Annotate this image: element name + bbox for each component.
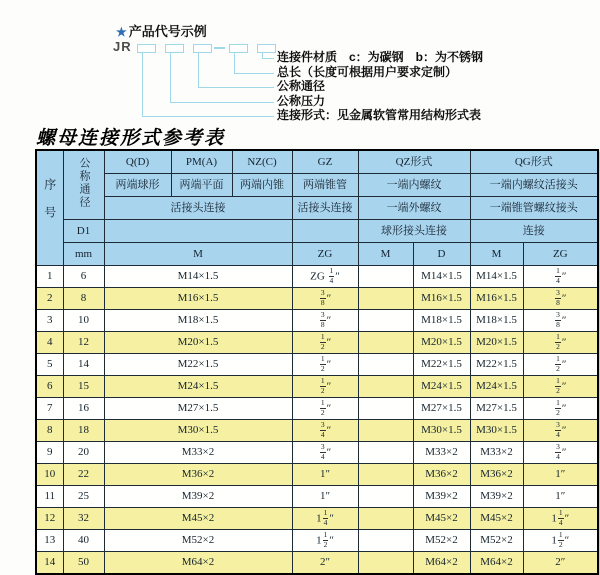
header-mm: mm xyxy=(63,243,104,266)
header-m: M xyxy=(104,243,292,266)
cell-qz-d: M33×2 xyxy=(413,442,470,464)
cell-qz-d: M20×1.5 xyxy=(413,332,470,354)
cell-qg-m: M36×2 xyxy=(470,464,523,486)
cell-qz-m xyxy=(358,266,413,288)
cell-seq: 1 xyxy=(36,266,63,288)
cell-dn-mm: 25 xyxy=(63,486,104,508)
cell-qz-m xyxy=(358,332,413,354)
header-q: Q(D) xyxy=(104,150,171,174)
cell-qg-m: M27×1.5 xyxy=(470,398,523,420)
header-qz-m: M xyxy=(358,243,413,266)
cell-m-thread: M64×2 xyxy=(104,552,292,575)
cell-zg: $\frac{3}{8}$ ″ xyxy=(292,310,358,332)
header-dn: 公称通径 xyxy=(63,150,104,220)
cell-qz-d: M24×1.5 xyxy=(413,376,470,398)
cell-dn-mm: 6 xyxy=(63,266,104,288)
table-row xyxy=(36,464,598,486)
cell-dn-mm: 22 xyxy=(63,464,104,486)
cell-m-thread: M18×1.5 xyxy=(104,310,292,332)
cell-qg-m: M16×1.5 xyxy=(470,288,523,310)
cell-qz-d: M64×2 xyxy=(413,552,470,575)
cell-qg-zg: $\frac{1}{2}$ ″ xyxy=(523,398,598,420)
cell-qz-m xyxy=(358,354,413,376)
cell-seq: 7 xyxy=(36,398,63,420)
cell-seq: 3 xyxy=(36,310,63,332)
header-blank-m xyxy=(104,220,292,243)
cell-qz-m xyxy=(358,420,413,442)
cell-qg-zg: 2″ xyxy=(523,552,598,575)
product-code-prefix: JR xyxy=(113,39,132,54)
header-qg-conn: 连接 xyxy=(470,220,598,243)
cell-qg-zg: 1″ xyxy=(523,486,598,508)
cell-qz-d: M39×2 xyxy=(413,486,470,508)
table-row xyxy=(36,398,598,420)
header-row-4 xyxy=(36,220,598,243)
cell-dn-mm: 8 xyxy=(63,288,104,310)
cell-qg-zg: $\frac{3}{8}$ ″ xyxy=(523,310,598,332)
diagram-label-form: 连接形式：见金属软管常用结构形式表 xyxy=(277,108,482,122)
diagram-title xyxy=(116,21,207,40)
cell-m-thread: M14×1.5 xyxy=(104,266,292,288)
table-row xyxy=(36,332,598,354)
cell-qg-zg: $\frac{1}{4}$ ″ xyxy=(523,266,598,288)
header-gz: GZ xyxy=(292,150,358,174)
cell-dn-mm: 12 xyxy=(63,332,104,354)
header-qz-d: D xyxy=(413,243,470,266)
cell-qz-m xyxy=(358,376,413,398)
fraction: $\frac{1}{4}$ xyxy=(323,508,328,527)
cell-qz-d: M45×2 xyxy=(413,508,470,530)
cell-qg-m: M14×1.5 xyxy=(470,266,523,288)
cell-qz-d: M18×1.5 xyxy=(413,310,470,332)
cell-m-thread: M30×1.5 xyxy=(104,420,292,442)
cell-m-thread: M39×2 xyxy=(104,486,292,508)
cell-zg: $\frac{1}{2}$ ″ xyxy=(292,354,358,376)
table-row xyxy=(36,376,598,398)
cell-qg-m: M45×2 xyxy=(470,508,523,530)
cell-qg-m: M39×2 xyxy=(470,486,523,508)
diagram-label-pressure: 公称压力 xyxy=(277,93,326,108)
fraction: $\frac{1}{4}$ xyxy=(558,508,563,527)
header-qg-desc1: 一端内螺纹活接头 xyxy=(470,174,598,197)
nut-connection-reference-table xyxy=(35,149,599,575)
cell-qg-m: M64×2 xyxy=(470,552,523,575)
cell-qg-m: M18×1.5 xyxy=(470,310,523,332)
cell-dn-mm: 14 xyxy=(63,354,104,376)
fraction: $\frac{1}{2}$ xyxy=(320,354,325,373)
cell-zg: $\frac{1}{2}$ ″ xyxy=(292,398,358,420)
fraction: $\frac{3}{4}$ xyxy=(556,442,560,461)
cell-zg: $\frac{1}{2}$ ″ xyxy=(292,332,358,354)
table-row xyxy=(36,530,598,552)
star-icon: ★ xyxy=(116,25,127,39)
cell-qg-zg: 1″ xyxy=(523,464,598,486)
table-row xyxy=(36,508,598,530)
cell-qz-d: M27×1.5 xyxy=(413,398,470,420)
table-title: 螺母连接形式参考表 xyxy=(36,127,226,149)
cell-qg-zg: $\frac{1}{2}$ ″ xyxy=(523,332,598,354)
diagram-label-material: 连接件材质 c：为碳钢 b：为不锈钢 xyxy=(277,50,484,64)
fraction: $\frac{3}{4}$ xyxy=(320,442,325,461)
header-row-1 xyxy=(36,150,598,174)
table-row xyxy=(36,442,598,464)
cell-qg-zg: 1 $\frac{1}{2}$ ″ xyxy=(523,530,598,552)
header-zg: ZG xyxy=(292,243,358,266)
cell-zg: 1″ xyxy=(292,464,358,486)
cell-dn-mm: 18 xyxy=(63,420,104,442)
cell-qz-d: M14×1.5 xyxy=(413,266,470,288)
cell-m-thread: M33×2 xyxy=(104,442,292,464)
diagram-label-length: 总长（长度可根据用户要求定制） xyxy=(277,64,458,79)
table-body xyxy=(36,266,598,575)
fraction: $\frac{1}{4}$ xyxy=(329,266,334,285)
table-row xyxy=(36,288,598,310)
fraction: $\frac{1}{2}$ xyxy=(556,332,560,351)
cell-qz-d: M22×1.5 xyxy=(413,354,470,376)
cell-qg-zg: $\frac{3}{4}$ ″ xyxy=(523,420,598,442)
header-pm-desc: 两端平面 xyxy=(171,174,232,197)
cell-zg: ZG $\frac{1}{4}$ ″ xyxy=(292,266,358,288)
cell-seq: 2 xyxy=(36,288,63,310)
cell-zg: 1 $\frac{1}{4}$ ″ xyxy=(292,508,358,530)
header-row-3 xyxy=(36,197,598,220)
cell-qg-m: M30×1.5 xyxy=(470,420,523,442)
cell-zg: 2″ xyxy=(292,552,358,575)
header-qg: QG形式 xyxy=(470,150,598,174)
header-row-2 xyxy=(36,174,598,197)
cell-m-thread: M22×1.5 xyxy=(104,354,292,376)
header-q-desc: 两端球形 xyxy=(104,174,171,197)
fraction: $\frac{1}{2}$ xyxy=(558,530,563,549)
header-qg-zg: ZG xyxy=(523,243,598,266)
cell-qz-m xyxy=(358,530,413,552)
header-qz-desc1: 一端内螺纹 xyxy=(358,174,470,197)
cell-zg: $\frac{3}{4}$ ″ xyxy=(292,420,358,442)
table-row xyxy=(36,266,598,288)
cell-seq: 9 xyxy=(36,442,63,464)
fraction: $\frac{1}{2}$ xyxy=(320,332,325,351)
cell-seq: 10 xyxy=(36,464,63,486)
cell-zg: 1″ xyxy=(292,486,358,508)
cell-qz-m xyxy=(358,310,413,332)
cell-qz-d: M16×1.5 xyxy=(413,288,470,310)
cell-qz-m xyxy=(358,442,413,464)
code-dash xyxy=(214,47,225,49)
fraction: $\frac{1}{2}$ xyxy=(320,376,325,395)
header-pm: PM(A) xyxy=(171,150,232,174)
fraction: $\frac{3}{8}$ xyxy=(556,288,560,307)
cell-qg-zg: 1 $\frac{1}{4}$ ″ xyxy=(523,508,598,530)
fraction: $\frac{3}{4}$ xyxy=(556,420,560,439)
header-gz-desc: 两端锥管 xyxy=(292,174,358,197)
fraction: $\frac{1}{2}$ xyxy=(320,398,325,417)
cell-seq: 14 xyxy=(36,552,63,575)
fraction: $\frac{1}{2}$ xyxy=(323,530,328,549)
header-qz: QZ形式 xyxy=(358,150,470,174)
cell-m-thread: M27×1.5 xyxy=(104,398,292,420)
cell-qg-m: M24×1.5 xyxy=(470,376,523,398)
header-blank-gz xyxy=(292,220,358,243)
fraction: $\frac{3}{8}$ xyxy=(320,310,325,329)
cell-qz-m xyxy=(358,552,413,575)
table-row xyxy=(36,486,598,508)
table-row xyxy=(36,420,598,442)
cell-seq: 4 xyxy=(36,332,63,354)
diagram-label-diameter: 公称通径 xyxy=(277,79,326,93)
cell-m-thread: M45×2 xyxy=(104,508,292,530)
cell-m-thread: M52×2 xyxy=(104,530,292,552)
cell-qg-zg: $\frac{3}{4}$ ″ xyxy=(523,442,598,464)
cell-seq: 11 xyxy=(36,486,63,508)
header-nz: NZ(C) xyxy=(232,150,292,174)
cell-seq: 8 xyxy=(36,420,63,442)
cell-zg: $\frac{1}{2}$ ″ xyxy=(292,376,358,398)
cell-dn-mm: 10 xyxy=(63,310,104,332)
cell-qg-m: M20×1.5 xyxy=(470,332,523,354)
table-row xyxy=(36,552,598,575)
header-seq: 序号 xyxy=(36,150,63,266)
fraction: $\frac{1}{2}$ xyxy=(556,354,560,373)
header-qz-conn: 球形接头连接 xyxy=(358,220,470,243)
header-qg-m: M xyxy=(470,243,523,266)
cell-qz-m xyxy=(358,464,413,486)
header-qg-desc2: 一端锥管螺纹接头 xyxy=(470,197,598,220)
header-qz-desc2: 一端外螺纹 xyxy=(358,197,470,220)
cell-dn-mm: 50 xyxy=(63,552,104,575)
cell-dn-mm: 32 xyxy=(63,508,104,530)
cell-zg: 1 $\frac{1}{2}$ ″ xyxy=(292,530,358,552)
header-row-5 xyxy=(36,243,598,266)
cell-zg: $\frac{3}{4}$ ″ xyxy=(292,442,358,464)
cell-zg: $\frac{3}{8}$ ″ xyxy=(292,288,358,310)
cell-dn-mm: 16 xyxy=(63,398,104,420)
cell-qg-zg: $\frac{3}{8}$ ″ xyxy=(523,288,598,310)
cell-qg-m: M33×2 xyxy=(470,442,523,464)
table-header xyxy=(36,150,598,266)
fraction: $\frac{3}{8}$ xyxy=(320,288,325,307)
connector-line-form xyxy=(142,52,274,117)
cell-qz-m xyxy=(358,486,413,508)
cell-qg-zg: $\frac{1}{2}$ ″ xyxy=(523,376,598,398)
cell-m-thread: M36×2 xyxy=(104,464,292,486)
cell-m-thread: M20×1.5 xyxy=(104,332,292,354)
cell-qz-m xyxy=(358,288,413,310)
fraction: $\frac{1}{2}$ xyxy=(556,376,560,395)
cell-dn-mm: 40 xyxy=(63,530,104,552)
cell-seq: 5 xyxy=(36,354,63,376)
cell-qz-m xyxy=(358,398,413,420)
cell-dn-mm: 20 xyxy=(63,442,104,464)
fraction: $\frac{1}{4}$ xyxy=(556,266,560,285)
header-union-b: 活接头连接 xyxy=(292,197,358,220)
diagram-title-text: 产品代号示例 xyxy=(128,24,207,39)
header-nz-desc: 两端内锥 xyxy=(232,174,292,197)
cell-qg-m: M22×1.5 xyxy=(470,354,523,376)
cell-qg-m: M52×2 xyxy=(470,530,523,552)
table-row xyxy=(36,310,598,332)
cell-m-thread: M16×1.5 xyxy=(104,288,292,310)
fraction: $\frac{3}{8}$ xyxy=(556,310,560,329)
cell-qz-d: M52×2 xyxy=(413,530,470,552)
header-union-a: 活接头连接 xyxy=(104,197,292,220)
cell-seq: 12 xyxy=(36,508,63,530)
table-row xyxy=(36,354,598,376)
fraction: $\frac{1}{2}$ xyxy=(556,398,560,417)
cell-seq: 6 xyxy=(36,376,63,398)
cell-seq: 13 xyxy=(36,530,63,552)
cell-m-thread: M24×1.5 xyxy=(104,376,292,398)
cell-qg-zg: $\frac{1}{2}$ ″ xyxy=(523,354,598,376)
cell-qz-m xyxy=(358,508,413,530)
cell-qz-d: M30×1.5 xyxy=(413,420,470,442)
cell-dn-mm: 15 xyxy=(63,376,104,398)
fraction: $\frac{3}{4}$ xyxy=(320,420,325,439)
header-d1: D1 xyxy=(63,220,104,243)
cell-qz-d: M36×2 xyxy=(413,464,470,486)
